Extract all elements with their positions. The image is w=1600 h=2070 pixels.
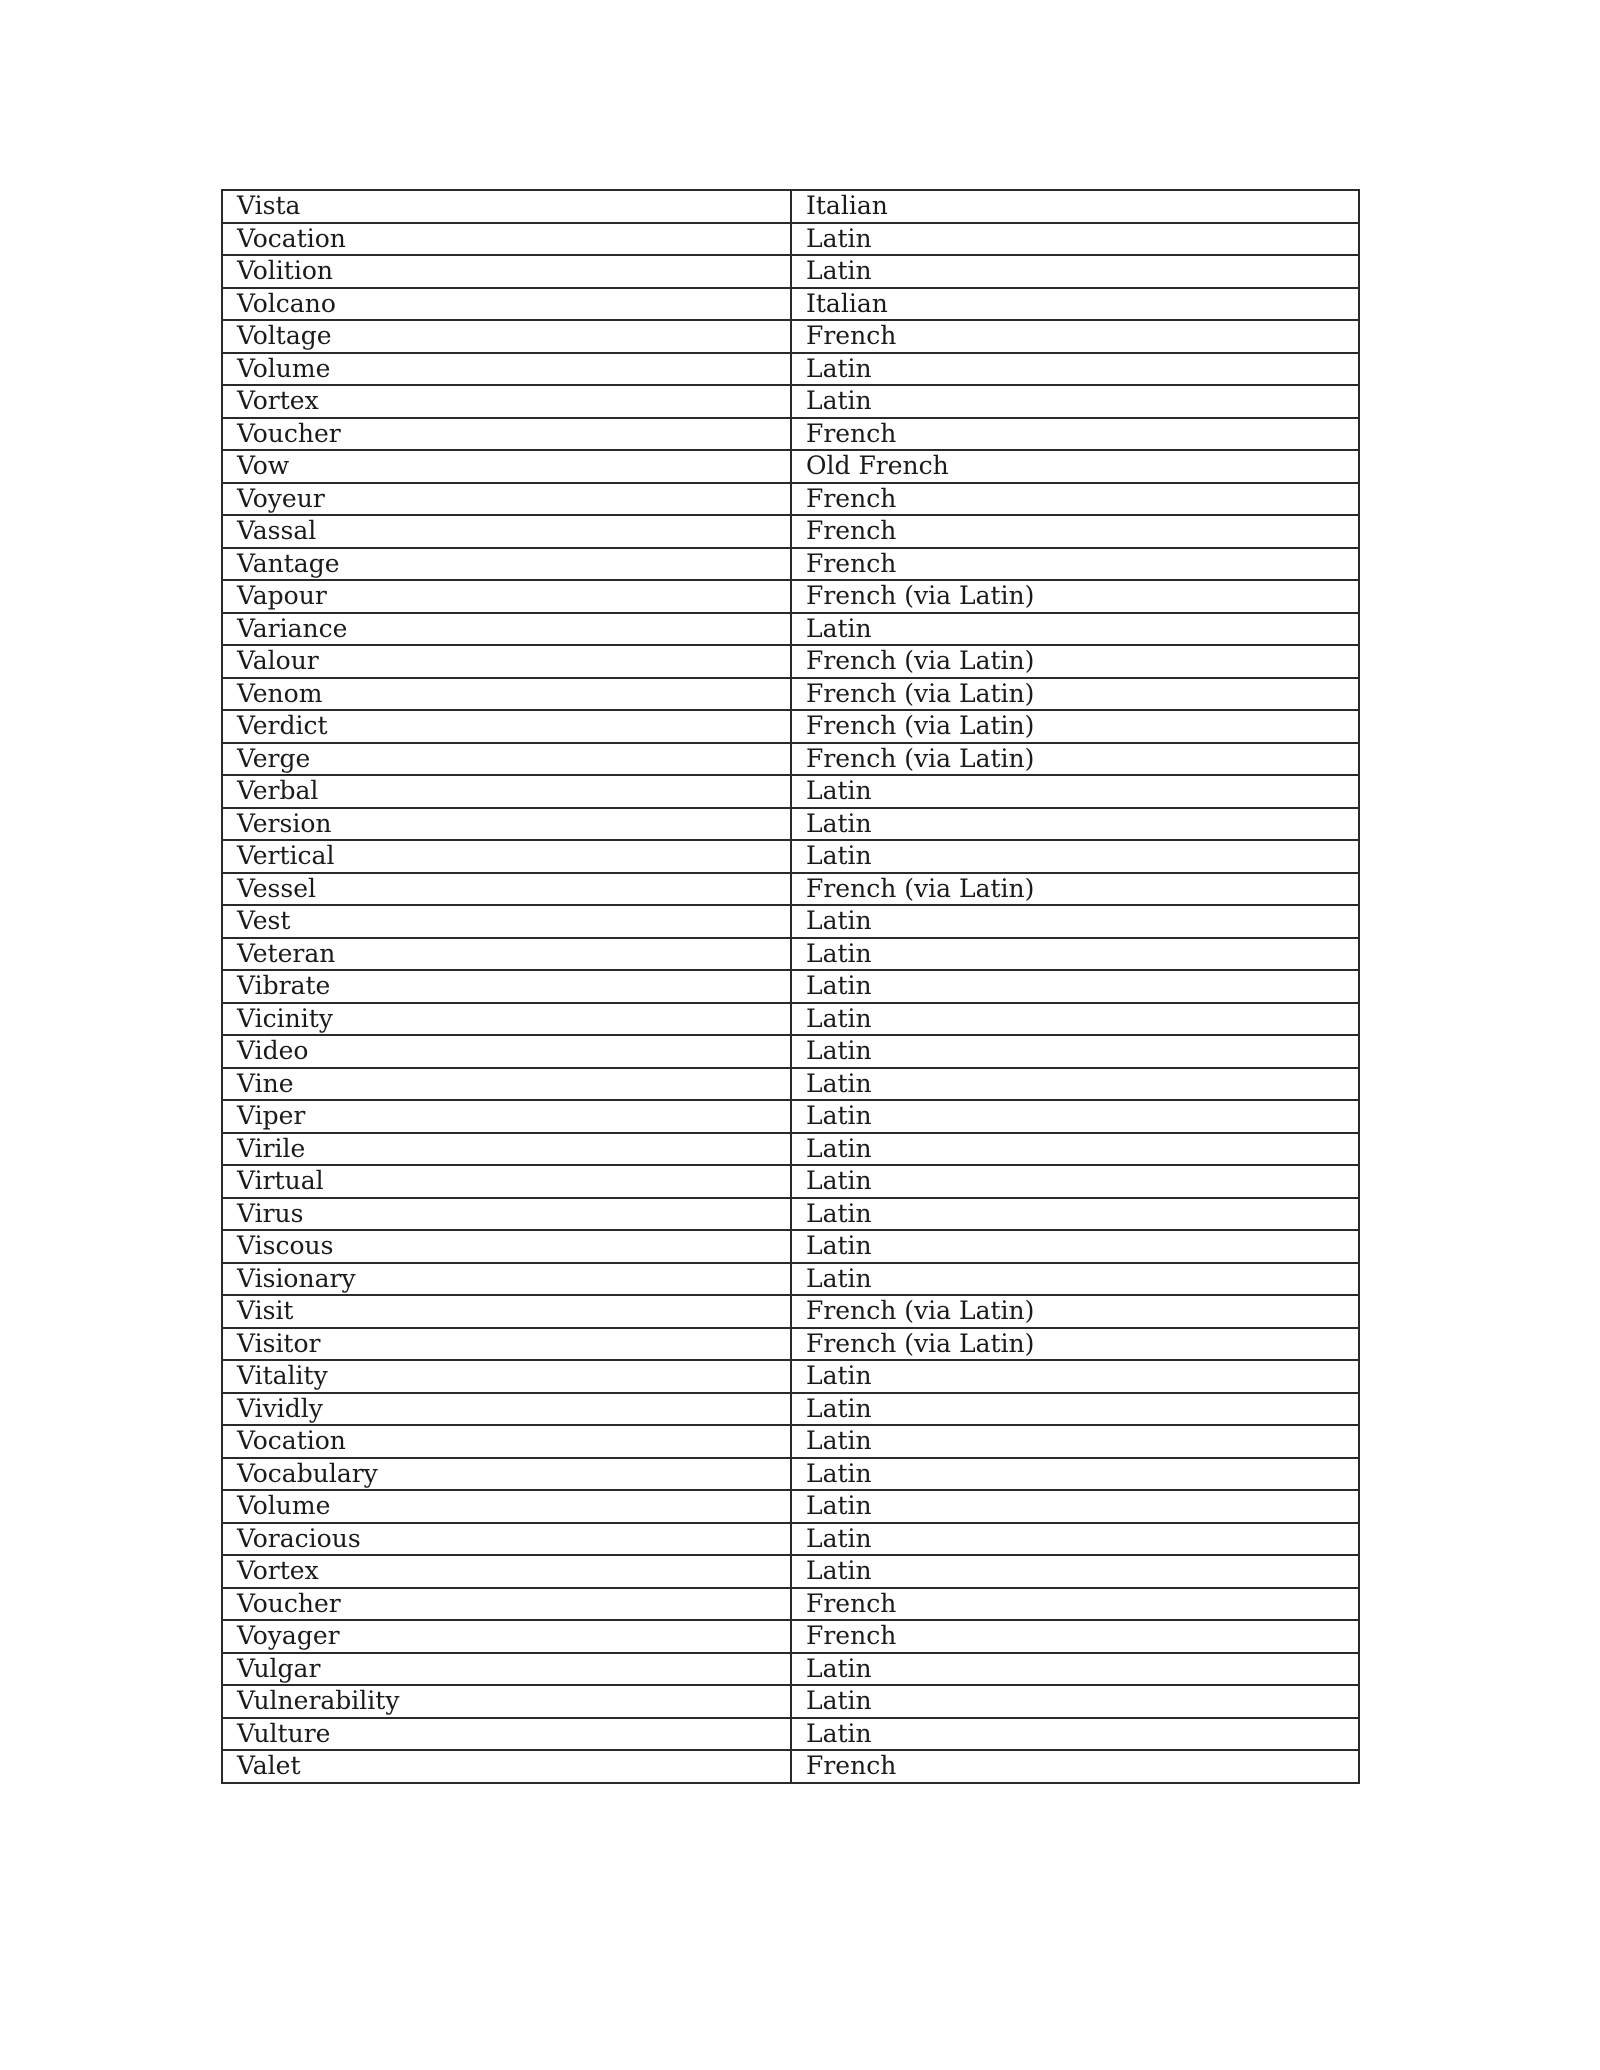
origin-cell: Latin xyxy=(791,970,1359,1003)
origin-cell: French (via Latin) xyxy=(791,873,1359,906)
origin-cell: French (via Latin) xyxy=(791,710,1359,743)
origin-cell: Latin xyxy=(791,613,1359,646)
origin-cell: Latin xyxy=(791,1555,1359,1588)
origin-cell: Latin xyxy=(791,1198,1359,1231)
origin-cell: Latin xyxy=(791,1458,1359,1491)
origin-cell: Latin xyxy=(791,775,1359,808)
origin-cell: Latin xyxy=(791,808,1359,841)
origin-cell: French xyxy=(791,320,1359,353)
table-row xyxy=(222,548,1359,581)
origin-cell: Latin xyxy=(791,1393,1359,1426)
word-cell: Vantage xyxy=(222,548,791,581)
table-row xyxy=(222,385,1359,418)
origin-cell: French (via Latin) xyxy=(791,645,1359,678)
origin-cell: Italian xyxy=(791,288,1359,321)
origin-cell: French xyxy=(791,483,1359,516)
word-cell: Virtual xyxy=(222,1165,791,1198)
word-cell: Vulgar xyxy=(222,1653,791,1686)
word-cell: Verdict xyxy=(222,710,791,743)
table-row xyxy=(222,775,1359,808)
table-row xyxy=(222,1230,1359,1263)
origin-cell: French (via Latin) xyxy=(791,743,1359,776)
table-row xyxy=(222,840,1359,873)
table-row xyxy=(222,1003,1359,1036)
origin-cell: French (via Latin) xyxy=(791,580,1359,613)
table-row xyxy=(222,873,1359,906)
table-row xyxy=(222,710,1359,743)
origin-cell: Italian xyxy=(791,190,1359,223)
table-row xyxy=(222,1620,1359,1653)
table-row xyxy=(222,1263,1359,1296)
table-row xyxy=(222,190,1359,223)
word-cell: Viper xyxy=(222,1100,791,1133)
table-row xyxy=(222,905,1359,938)
word-cell: Vibrate xyxy=(222,970,791,1003)
word-cell: Verge xyxy=(222,743,791,776)
word-cell: Veteran xyxy=(222,938,791,971)
table-row xyxy=(222,1035,1359,1068)
word-cell: Virile xyxy=(222,1133,791,1166)
word-cell: Vessel xyxy=(222,873,791,906)
word-cell: Vow xyxy=(222,450,791,483)
origin-cell: Latin xyxy=(791,1653,1359,1686)
table-row xyxy=(222,1425,1359,1458)
word-cell: Vicinity xyxy=(222,1003,791,1036)
word-cell: Volition xyxy=(222,255,791,288)
table-row xyxy=(222,808,1359,841)
word-cell: Vest xyxy=(222,905,791,938)
table-row xyxy=(222,1588,1359,1621)
origin-cell: French (via Latin) xyxy=(791,1328,1359,1361)
word-cell: Vocation xyxy=(222,223,791,256)
origin-cell: Latin xyxy=(791,1718,1359,1751)
table-row xyxy=(222,515,1359,548)
origin-cell: Latin xyxy=(791,1360,1359,1393)
word-cell: Vulnerability xyxy=(222,1685,791,1718)
table-row xyxy=(222,743,1359,776)
table-row xyxy=(222,1458,1359,1491)
word-origin-table xyxy=(221,189,1360,1784)
origin-cell: Latin xyxy=(791,223,1359,256)
origin-cell: French xyxy=(791,515,1359,548)
word-cell: Vine xyxy=(222,1068,791,1101)
word-cell: Vortex xyxy=(222,1555,791,1588)
table-row xyxy=(222,645,1359,678)
word-cell: Venom xyxy=(222,678,791,711)
word-cell: Volume xyxy=(222,1490,791,1523)
origin-cell: Latin xyxy=(791,1230,1359,1263)
origin-cell: French xyxy=(791,1750,1359,1783)
table-row xyxy=(222,1360,1359,1393)
table-row xyxy=(222,483,1359,516)
word-cell: Visionary xyxy=(222,1263,791,1296)
origin-cell: French xyxy=(791,1588,1359,1621)
table-row xyxy=(222,288,1359,321)
word-cell: Variance xyxy=(222,613,791,646)
origin-cell: Latin xyxy=(791,1035,1359,1068)
origin-cell: French xyxy=(791,1620,1359,1653)
table-row xyxy=(222,1393,1359,1426)
origin-cell: Latin xyxy=(791,1133,1359,1166)
table-row xyxy=(222,1523,1359,1556)
origin-cell: Latin xyxy=(791,1165,1359,1198)
table-row xyxy=(222,1198,1359,1231)
word-cell: Visit xyxy=(222,1295,791,1328)
word-cell: Volcano xyxy=(222,288,791,321)
table-row xyxy=(222,320,1359,353)
table-row xyxy=(222,255,1359,288)
table-row xyxy=(222,613,1359,646)
origin-cell: Latin xyxy=(791,1490,1359,1523)
word-cell: Vista xyxy=(222,190,791,223)
table-row xyxy=(222,1653,1359,1686)
table-row xyxy=(222,1685,1359,1718)
table-row xyxy=(222,1555,1359,1588)
table-body xyxy=(222,190,1359,1783)
table-row xyxy=(222,1490,1359,1523)
word-cell: Vulture xyxy=(222,1718,791,1751)
word-cell: Vortex xyxy=(222,385,791,418)
word-cell: Visitor xyxy=(222,1328,791,1361)
table-row xyxy=(222,678,1359,711)
table-row xyxy=(222,1718,1359,1751)
table-row xyxy=(222,1165,1359,1198)
origin-cell: French xyxy=(791,418,1359,451)
word-cell: Virus xyxy=(222,1198,791,1231)
table-row xyxy=(222,353,1359,386)
origin-cell: Latin xyxy=(791,1263,1359,1296)
word-cell: Vertical xyxy=(222,840,791,873)
table-row xyxy=(222,580,1359,613)
word-cell: Vitality xyxy=(222,1360,791,1393)
origin-cell: Latin xyxy=(791,905,1359,938)
origin-cell: Latin xyxy=(791,1068,1359,1101)
origin-cell: Latin xyxy=(791,938,1359,971)
table-row xyxy=(222,938,1359,971)
table-row xyxy=(222,1068,1359,1101)
word-cell: Verbal xyxy=(222,775,791,808)
word-cell: Vocabulary xyxy=(222,1458,791,1491)
word-cell: Voltage xyxy=(222,320,791,353)
table-row xyxy=(222,970,1359,1003)
word-cell: Video xyxy=(222,1035,791,1068)
word-cell: Vassal xyxy=(222,515,791,548)
word-cell: Voucher xyxy=(222,418,791,451)
origin-cell: French xyxy=(791,548,1359,581)
origin-cell: Latin xyxy=(791,255,1359,288)
table-row xyxy=(222,1328,1359,1361)
origin-cell: Latin xyxy=(791,1425,1359,1458)
origin-cell: Old French xyxy=(791,450,1359,483)
table-row xyxy=(222,1750,1359,1783)
table-row xyxy=(222,418,1359,451)
origin-cell: Latin xyxy=(791,1003,1359,1036)
word-cell: Vividly xyxy=(222,1393,791,1426)
origin-cell: Latin xyxy=(791,353,1359,386)
origin-cell: Latin xyxy=(791,1100,1359,1133)
origin-cell: Latin xyxy=(791,1685,1359,1718)
word-cell: Voracious xyxy=(222,1523,791,1556)
word-cell: Vocation xyxy=(222,1425,791,1458)
word-cell: Voyager xyxy=(222,1620,791,1653)
word-cell: Vapour xyxy=(222,580,791,613)
word-cell: Valour xyxy=(222,645,791,678)
word-cell: Voucher xyxy=(222,1588,791,1621)
origin-cell: Latin xyxy=(791,385,1359,418)
table-row xyxy=(222,1100,1359,1133)
table-row xyxy=(222,450,1359,483)
origin-cell: French (via Latin) xyxy=(791,1295,1359,1328)
word-cell: Volume xyxy=(222,353,791,386)
origin-cell: Latin xyxy=(791,1523,1359,1556)
table-row xyxy=(222,223,1359,256)
word-cell: Viscous xyxy=(222,1230,791,1263)
table-row xyxy=(222,1133,1359,1166)
origin-cell: French (via Latin) xyxy=(791,678,1359,711)
origin-cell: Latin xyxy=(791,840,1359,873)
word-cell: Valet xyxy=(222,1750,791,1783)
word-cell: Voyeur xyxy=(222,483,791,516)
table-row xyxy=(222,1295,1359,1328)
word-cell: Version xyxy=(222,808,791,841)
